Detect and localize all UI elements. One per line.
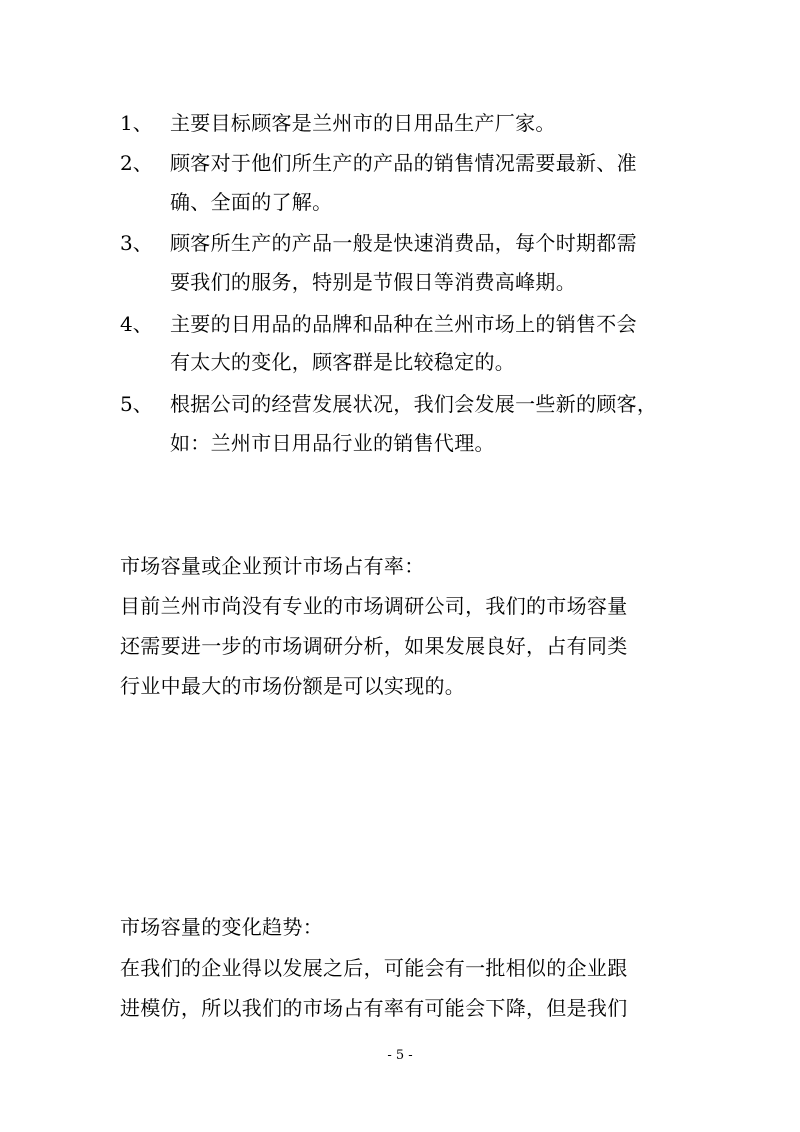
- list-item-text: 主要目标顾客是兰州市的日用品生产厂家。: [170, 111, 556, 135]
- list-item-text: 主要的日用品的品牌和品种在兰州市场上的销售不会: [170, 312, 637, 336]
- list-item-number: 1、: [120, 111, 153, 135]
- list-item-text: 确、全面的了解。: [170, 190, 333, 214]
- list-item-text: 有太大的变化，顾客群是比较稳定的。: [170, 350, 516, 374]
- paragraph-line: 目前兰州市尚没有专业的市场调研公司，我们的市场容量: [120, 594, 628, 618]
- paragraph-line: 在我们的企业得以发展之后，可能会有一批相似的企业跟: [120, 956, 628, 980]
- paragraph-line: 进模仿，所以我们的市场占有率有可能会下降，但是我们: [120, 996, 628, 1020]
- section-heading: 市场容量或企业预计市场占有率：: [120, 554, 425, 578]
- page-number: - 5 -: [387, 1048, 413, 1063]
- section-heading: 市场容量的变化趋势：: [120, 915, 323, 939]
- list-item-number: 5、: [120, 392, 153, 416]
- list-item-text: 如：兰州市日用品行业的销售代理。: [170, 431, 495, 455]
- list-item-text: 顾客对于他们所生产的产品的销售情况需要最新、准: [170, 151, 637, 175]
- list-item-text: 要我们的服务，特别是节假日等消费高峰期。: [170, 270, 576, 294]
- list-item-number: 3、: [120, 231, 153, 255]
- list-item-text: 根据公司的经营发展状况，我们会发展一些新的顾客，: [170, 392, 658, 416]
- paragraph-line: 还需要进一步的市场调研分析，如果发展良好，占有同类: [120, 634, 628, 658]
- list-item-number: 2、: [120, 151, 153, 175]
- list-item-number: 4、: [120, 312, 153, 336]
- list-item-text: 顾客所生产的产品一般是快速消费品，每个时期都需: [170, 231, 637, 255]
- paragraph-line: 行业中最大的市场份额是可以实现的。: [120, 674, 466, 698]
